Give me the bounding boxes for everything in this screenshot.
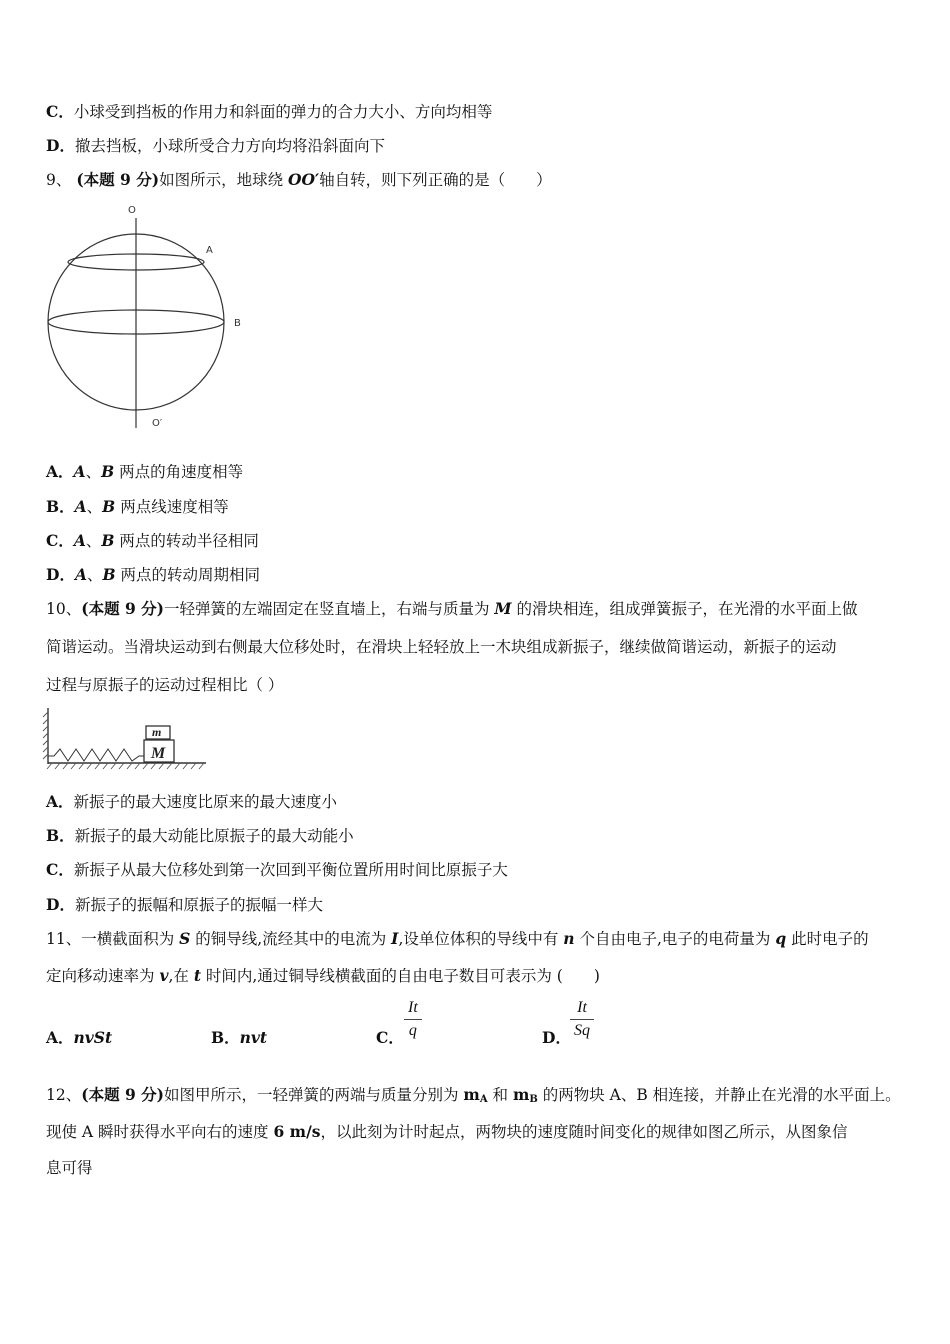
q10-option-a: A．新振子的最大速度比原来的最大速度小 (46, 792, 338, 811)
q12-stem-line2: 现使 A 瞬时获得水平向右的速度 6 m/s，以此刻为计时起点，两物块的速度随时间变化的规律如图乙所示，从图象信 (46, 1122, 848, 1141)
label-o-top: O (128, 205, 136, 216)
q9-stem: 9、 (本题 9 分)如图所示，地球绕 OO′轴自转，则下列正确的是（ ） (46, 170, 552, 189)
label-point-b: B (234, 318, 241, 329)
q12-stem-line1: 12、(本题 9 分)如图甲所示，一轻弹簧的两端与质量分别为 $m_A$ 和 $m_B$ 的两物块 A、B 相连接，并静止在光滑的水平面上。 (46, 1085, 901, 1105)
label-big-M: M (151, 745, 166, 762)
fraction-numerator: It (577, 999, 587, 1016)
spring (48, 749, 144, 761)
fraction-denominator: Sq (574, 1022, 590, 1039)
q10-option-c: C．新振子从最大位移处到第一次回到平衡位置所用时间比原振子大 (46, 860, 508, 879)
q11-option-a: A．nvSt (46, 1028, 113, 1047)
q12-stem-line3: 息可得 (46, 1159, 93, 1177)
q9-option-d: D．A、B 两点的转动周期相同 (46, 565, 261, 584)
label-small-m: m (152, 725, 162, 739)
label-o-bottom: O′ (152, 418, 163, 429)
spring-oscillator-figure (42, 704, 212, 774)
q11-stem-line1: 11、一横截面积为 S 的铜导线,流经其中的电流为 I,设单位体积的导线中有 n 个自由电子,电子的电荷量为 q 此时电子的 (46, 929, 869, 948)
q11-stem-line2: 定向移动速率为 v,在 t 时间内,通过铜导线横截面的自由电子数目可表示为 ( ) (46, 966, 600, 985)
wall-hatching (43, 712, 48, 759)
q8-option-d: D．撤去挡板，小球所受合力方向均将沿斜面向下 (46, 136, 385, 155)
q9-option-b: B．A、B 两点线速度相等 (46, 497, 229, 516)
q10-stem-line2: 简谐运动。当滑块运动到右侧最大位移处时，在滑块上轻轻放上一木块组成新振子，继续做简谐运动，新振子的运动 (46, 638, 837, 656)
q11-option-b: B．nvt (211, 1028, 268, 1047)
fraction-bar (570, 1019, 594, 1020)
label-point-a: A (206, 245, 213, 256)
earth-rotation-figure (40, 198, 260, 438)
q10-stem-line3: 过程与原振子的运动过程相比（ ） (46, 676, 284, 694)
q10-option-d: D．新振子的振幅和原振子的振幅一样大 (46, 895, 323, 914)
q9-option-c: C．A、B 两点的转动半径相同 (46, 531, 259, 550)
q11-option-d-label: D． (542, 1028, 571, 1047)
q11-option-d-fraction (570, 999, 594, 1040)
fraction-bar (404, 1019, 422, 1020)
fraction-denominator: q (408, 1022, 417, 1039)
q11-option-c-fraction (404, 999, 422, 1040)
fraction-numerator: It (408, 999, 418, 1016)
q9-option-a: A．A、B 两点的角速度相等 (46, 462, 244, 481)
q10-stem-line1: 10、(本题 9 分)一轻弹簧的左端固定在竖直墙上，右端与质量为 M 的滑块相连，组成弹簧振子，在光滑的水平面上做 (46, 599, 858, 618)
floor-hatching (47, 763, 204, 769)
q8-option-c: C．小球受到挡板的作用力和斜面的弹力的合力大小、方向均相等 (46, 102, 493, 121)
q11-option-c-label: C． (376, 1028, 404, 1047)
q10-option-b: B．新振子的最大动能比原振子的最大动能小 (46, 826, 354, 845)
